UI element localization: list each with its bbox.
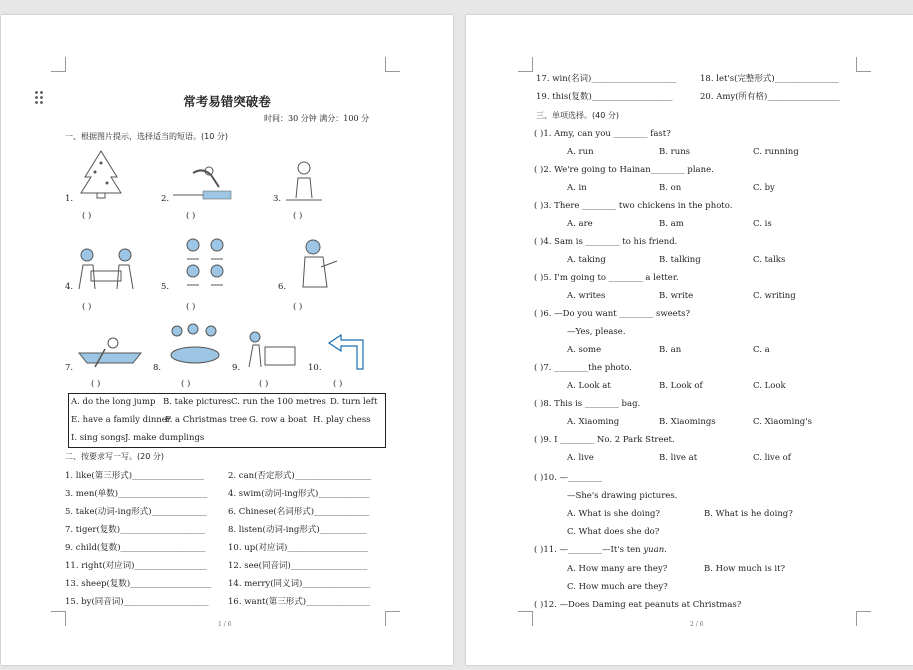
fill-item[interactable]: 15. by(同音词)____________________: [65, 597, 209, 607]
fill-item[interactable]: 14. merry(同义词)________________: [228, 579, 371, 589]
item-number: 6.: [278, 282, 287, 292]
answer-blank[interactable]: ( ): [333, 379, 343, 389]
fill-item[interactable]: 17. win(名词)____________________: [536, 74, 677, 84]
option-a[interactable]: A. How many are they?: [567, 564, 668, 574]
phrase-option: C. run the 100 metres: [231, 397, 326, 407]
crop-mark: [518, 57, 533, 72]
fill-item[interactable]: 19. this(复数)___________________: [536, 92, 673, 102]
option-c[interactable]: C. running: [753, 147, 799, 157]
option-b[interactable]: B. am: [659, 219, 684, 229]
section-3-heading: 三、单项选择。(40 分): [536, 111, 619, 120]
fill-item[interactable]: 3. men(单数)_____________________: [65, 489, 208, 499]
question-line: —She's drawing pictures.: [567, 491, 678, 501]
question-stem[interactable]: ( )4. Sam is ________ to his friend.: [534, 237, 678, 247]
option-b[interactable]: B. write: [659, 291, 694, 301]
fill-item[interactable]: 13. sheep(复数)___________________: [65, 579, 211, 589]
item-number: 9.: [232, 363, 241, 373]
option-c[interactable]: C. a: [753, 345, 770, 355]
page-title: 常考易错突破卷: [183, 94, 271, 109]
question-stem[interactable]: ( )2. We're going to Hainan________ plane.: [534, 165, 714, 175]
question-stem[interactable]: ( )7. ________the photo.: [534, 363, 632, 373]
item-number: 8.: [153, 363, 162, 373]
question-stem[interactable]: [534, 546, 667, 555]
option-a[interactable]: A. live: [567, 453, 594, 463]
option-a[interactable]: A. in: [567, 183, 587, 193]
document-page-2: [466, 15, 913, 665]
option-a[interactable]: A. some: [567, 345, 602, 355]
fill-item[interactable]: 8. listen(动词-ing形式)___________: [228, 525, 367, 535]
question-stem[interactable]: ( )5. I'm going to ________ a letter.: [534, 273, 679, 283]
option-a[interactable]: A. taking: [567, 255, 606, 265]
item-number: 10.: [308, 363, 322, 373]
option-c[interactable]: C. Xiaoming's: [753, 417, 812, 427]
question-stem-italic: yuan.: [643, 545, 667, 555]
question-stem[interactable]: ( )10. —________: [534, 473, 603, 483]
answer-blank[interactable]: ( ): [186, 211, 196, 221]
item-number: 4.: [65, 282, 74, 292]
answer-blank[interactable]: ( ): [82, 211, 92, 221]
row-a-boat-picture: [75, 333, 145, 369]
make-dumplings-picture: [293, 237, 339, 291]
phrase-option: G. row a boat: [249, 415, 307, 425]
exam-meta: 时间：30 分钟 满分：100 分: [264, 114, 370, 123]
crop-mark: [385, 611, 400, 626]
question-stem[interactable]: ( )12. —Does Daming eat peanuts at Christmas?: [534, 600, 742, 610]
question-line: —Yes, please.: [567, 327, 626, 337]
document-page-1: [1, 15, 453, 665]
fill-item[interactable]: 6. Chinese(名词形式)_____________: [228, 507, 370, 517]
section-2-heading: 二、按要求写一写。(20 分): [65, 452, 164, 461]
phrase-option: E. have a family dinner: [71, 415, 171, 425]
option-a[interactable]: A. writes: [567, 291, 606, 301]
long-jump-picture: [173, 165, 233, 201]
fill-item[interactable]: 11. right(对应词)_________________: [65, 561, 207, 571]
option-a[interactable]: A. run: [567, 147, 594, 157]
answer-blank[interactable]: ( ): [293, 302, 303, 312]
option-b[interactable]: B. What is he doing?: [704, 509, 793, 519]
phrase-option: J. make dumplings: [125, 433, 205, 443]
crop-mark: [51, 57, 66, 72]
answer-blank[interactable]: ( ): [259, 379, 269, 389]
option-c[interactable]: C. by: [753, 183, 775, 193]
option-c[interactable]: C. talks: [753, 255, 786, 265]
phrase-option: D. turn left: [330, 397, 378, 407]
phrase-option: B. take pictures: [163, 397, 232, 407]
fill-item[interactable]: 20. Amy(所有格)_________________: [700, 92, 840, 102]
option-c[interactable]: C. is: [753, 219, 772, 229]
fill-item[interactable]: 7. tiger(复数)____________________: [65, 525, 206, 535]
option-c[interactable]: C. What does she do?: [567, 527, 660, 537]
fill-item[interactable]: 12. see(同音词)__________________: [228, 561, 368, 571]
fill-item[interactable]: 1. like(第三形式)_________________: [65, 471, 205, 481]
fill-item[interactable]: 5. take(动词-ing形式)_____________: [65, 507, 207, 517]
phrase-option: F. a Christmas tree: [165, 415, 248, 425]
item-number: 3.: [273, 194, 282, 204]
question-stem-text: ( )11. —________—It's ten: [534, 545, 644, 555]
fill-item[interactable]: 18. let's(完整形式)_______________: [700, 74, 839, 84]
fill-item[interactable]: 10. up(对应词)___________________: [228, 543, 369, 553]
fill-item[interactable]: 16. want(第三形式)_______________: [228, 597, 370, 607]
question-stem[interactable]: ( )6. —Do you want ________ sweets?: [534, 309, 691, 319]
phrase-option: H. play chess: [313, 415, 371, 425]
question-stem[interactable]: ( )3. There ________ two chickens in the photo.: [534, 201, 733, 211]
question-stem[interactable]: ( )1. Amy, can you ________ fast?: [534, 129, 671, 139]
crop-mark: [385, 57, 400, 72]
option-a[interactable]: A. Xiaoming: [567, 417, 620, 427]
crop-mark: [51, 611, 66, 626]
option-a[interactable]: A. are: [567, 219, 593, 229]
phrase-option: I. sing songs: [71, 433, 126, 443]
option-b[interactable]: B. on: [659, 183, 682, 193]
fill-item[interactable]: 2. can(否定形式)__________________: [228, 471, 372, 481]
family-dinner-picture: [177, 231, 237, 291]
run-100-metres-picture: [245, 329, 299, 369]
option-b[interactable]: B. live at: [659, 453, 698, 463]
option-b[interactable]: B. an: [659, 345, 682, 355]
crop-mark: [856, 611, 871, 626]
option-a[interactable]: A. What is she doing?: [567, 509, 661, 519]
option-b[interactable]: B. runs: [659, 147, 691, 157]
page-number: 1 / 6: [218, 621, 232, 628]
item-number: 1.: [65, 194, 74, 204]
answer-blank[interactable]: ( ): [91, 379, 101, 389]
option-c[interactable]: C. How much are they?: [567, 582, 668, 592]
section-1-heading: 一、根据图片提示，选择适当的短语。(10 分): [65, 132, 228, 141]
answer-blank[interactable]: ( ): [181, 379, 191, 389]
fill-item[interactable]: 9. child(复数)____________________: [65, 543, 206, 553]
item-number: 5.: [161, 282, 170, 292]
page-number: 2 / 6: [690, 621, 704, 628]
item-number: 7.: [65, 363, 74, 373]
option-b[interactable]: B. Xiaomings: [659, 417, 716, 427]
question-stem[interactable]: ( )9. I ________ No. 2 Park Street.: [534, 435, 675, 445]
question-stem[interactable]: ( )8. This is ________ bag.: [534, 399, 641, 409]
answer-blank[interactable]: ( ): [82, 302, 92, 312]
option-b[interactable]: B. talking: [659, 255, 701, 265]
fill-item[interactable]: 4. swim(动词-ing形式)____________: [228, 489, 370, 499]
option-b[interactable]: B. How much is it?: [704, 564, 786, 574]
christmas-tree-picture: [77, 147, 125, 199]
option-c[interactable]: C. Look: [753, 381, 786, 391]
crop-mark: [518, 611, 533, 626]
option-c[interactable]: C. writing: [753, 291, 796, 301]
answer-blank[interactable]: ( ): [186, 302, 196, 312]
option-b[interactable]: B. Look of: [659, 381, 703, 391]
phrase-option: A. do the long jump: [71, 397, 156, 407]
play-chess-picture: [75, 245, 137, 291]
turn-left-arrow-picture: [327, 333, 367, 371]
take-pictures-picture: [165, 321, 227, 369]
answer-blank[interactable]: ( ): [293, 211, 303, 221]
option-a[interactable]: A. Look at: [567, 381, 611, 391]
crop-mark: [856, 57, 871, 72]
item-number: 2.: [161, 194, 170, 204]
sing-songs-picture: [286, 160, 322, 202]
option-c[interactable]: C. live of: [753, 453, 791, 463]
